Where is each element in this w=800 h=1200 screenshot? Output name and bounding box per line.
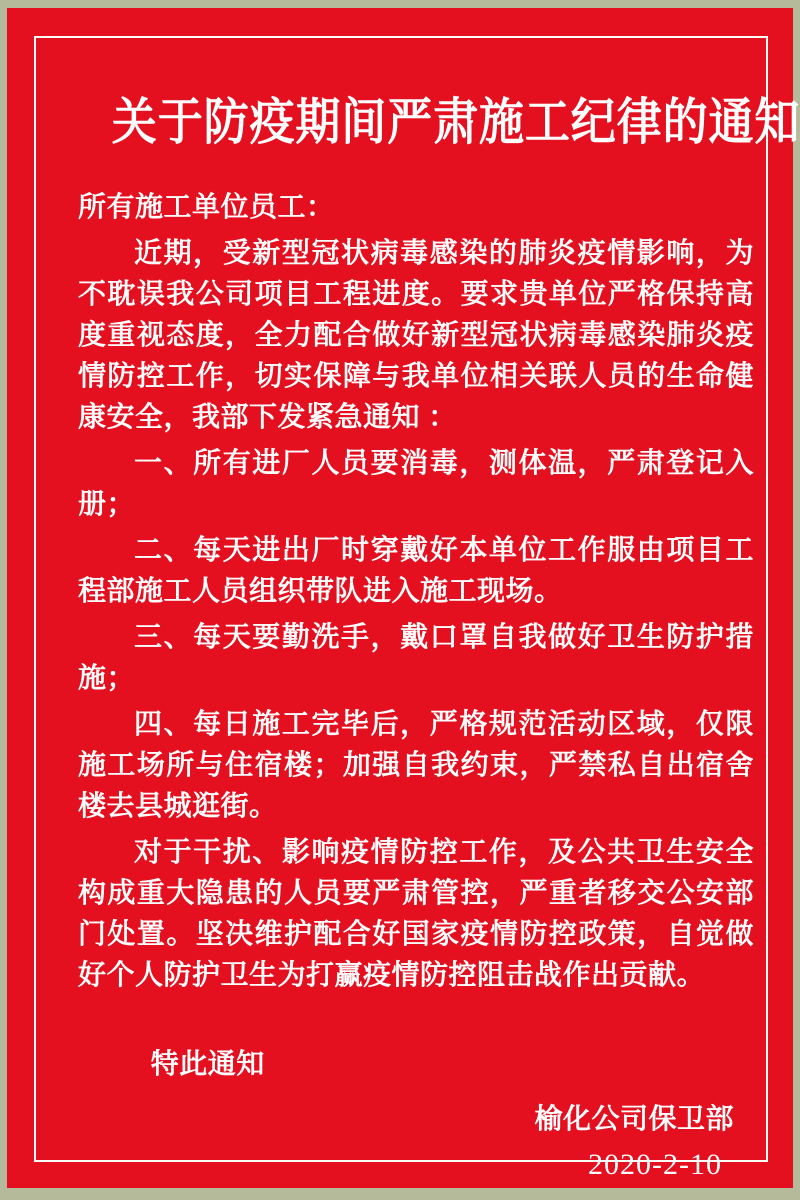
notice-salutation: 所有施工单位员工： (78, 190, 335, 222)
notice-paragraph: 对于干扰、影响疫情防控工作，及公共卫生安全构成重大隐患的人员要严肃管控，严重者移交公安部门处置。坚决维护配合好国家疫情防控政策，自觉做好个人防护卫生为打赢疫情防控阻击战作出贡献。 (78, 835, 754, 990)
notice-paragraph: 近期，受新型冠状病毒感染的肺炎疫情影响，为不耽误我公司项目工程进度。要求贵单位严格保持高度重视态度，全力配合做好新型冠状病毒感染肺炎疫情防控工作，切实保障与我单位相关联人员的生命健康安全，我部下发紧急通知 ： (78, 236, 754, 432)
notice-signature: 榆化公司保卫部 (534, 1102, 734, 1134)
notice-paragraph: 一、所有进厂人员要消毒，测体温，严肃登记入册； (78, 446, 754, 519)
notice-content (78, 36, 800, 1190)
notice-paragraphs (78, 232, 754, 995)
notice-date: 2020-2-10 (588, 1147, 722, 1181)
notice-body (78, 186, 754, 1185)
notice-title: 关于防疫期间严肃施工纪律的通知 (111, 94, 800, 150)
notice-paragraph: 四、每日施工完毕后，严格规范活动区域，仅限施工场所与住宿楼；加强自我约束，严禁私自出宿舍楼去县城逛街。 (78, 707, 754, 821)
notice-paragraph: 三、每天要勤洗手，戴口罩自我做好卫生防护措施； (78, 620, 754, 693)
notice-closing: 特此通知 (150, 1047, 265, 1079)
notice-paragraph: 二、每天进出厂时穿戴好本单位工作服由项目工程部施工人员组织带队进入施工现场。 (78, 533, 754, 606)
